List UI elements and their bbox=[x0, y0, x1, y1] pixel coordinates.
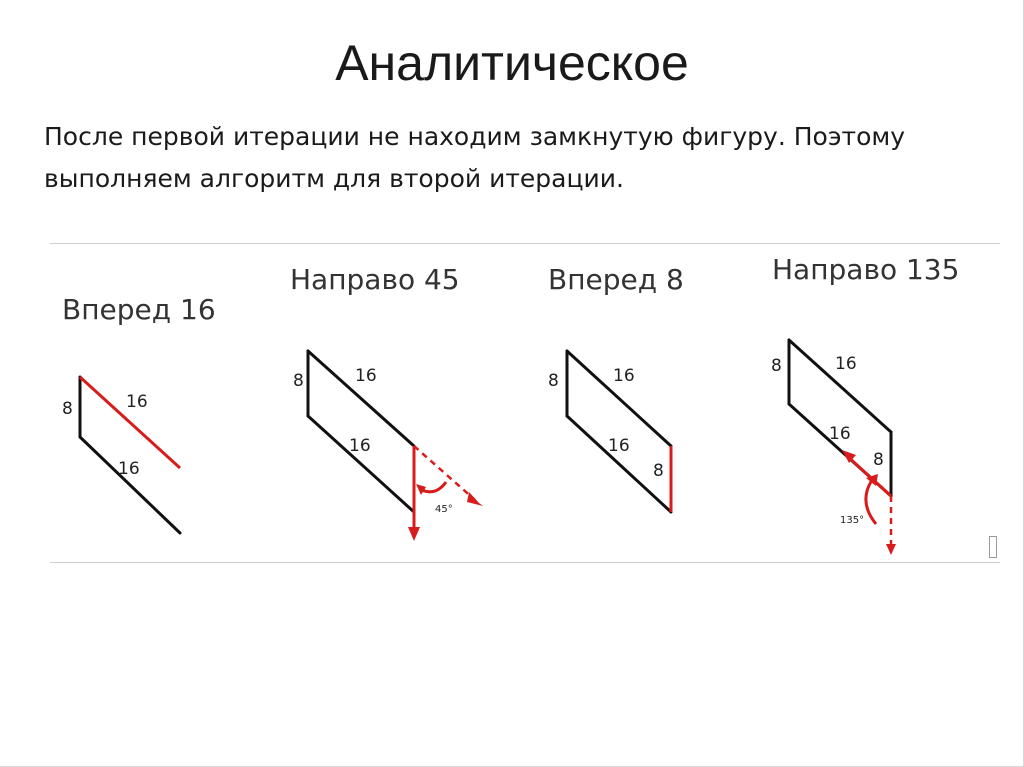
panel-1-label-bottom: 16 bbox=[118, 459, 140, 479]
panel-2-arrowhead-down bbox=[408, 527, 420, 541]
turtle-diagram-svg bbox=[50, 244, 1000, 562]
panel-right-135 bbox=[771, 253, 959, 555]
body-line-1: После первой итерации не находим замкнутую фигуру. Поэтому bbox=[44, 122, 906, 151]
panel-2-label-left: 8 bbox=[293, 371, 304, 391]
panel-2-label-top: 16 bbox=[355, 366, 377, 386]
panel-3-label-left: 8 bbox=[548, 371, 559, 391]
panel-1-label-left: 8 bbox=[62, 399, 73, 419]
panel-1-new-segment bbox=[80, 377, 180, 468]
panel-2-angle-label: 45° bbox=[435, 504, 453, 515]
panel-4-label-top: 16 bbox=[835, 354, 857, 374]
panel-4-arrowhead-down bbox=[886, 544, 896, 555]
panel-3-label-right: 8 bbox=[653, 461, 664, 481]
panel-right-45 bbox=[290, 263, 483, 541]
panel-3-title: Вперед 8 bbox=[548, 263, 684, 296]
panel-3-label-top: 16 bbox=[613, 366, 635, 386]
panel-4-label-left: 8 bbox=[771, 356, 782, 376]
panel-2-title: Направо 45 bbox=[290, 263, 460, 296]
panel-forward-16 bbox=[62, 293, 216, 533]
panel-4-angle-label: 135° bbox=[840, 515, 865, 526]
slide-body-text bbox=[44, 116, 1004, 200]
panel-4-angle-arc bbox=[866, 480, 876, 524]
slide-title: Аналитическое bbox=[335, 35, 689, 91]
panel-forward-8 bbox=[548, 263, 684, 512]
panel-2-arrowhead-diag bbox=[467, 492, 483, 506]
body-line-2: выполняем алгоритм для второй итерации. bbox=[44, 164, 624, 193]
scroll-handle[interactable] bbox=[989, 536, 997, 558]
panel-3-label-bottom: 16 bbox=[608, 436, 630, 456]
panel-1-bottom-edge bbox=[80, 437, 180, 533]
panel-2-label-bottom: 16 bbox=[349, 436, 371, 456]
turtle-diagram bbox=[50, 243, 1000, 563]
panel-1-title: Вперед 16 bbox=[62, 293, 216, 326]
panel-1-label-top: 16 bbox=[126, 392, 148, 412]
panel-4-label-bottom: 16 bbox=[829, 424, 851, 444]
panel-4-title: Направо 135 bbox=[772, 253, 960, 286]
panel-4-label-right: 8 bbox=[873, 450, 884, 470]
